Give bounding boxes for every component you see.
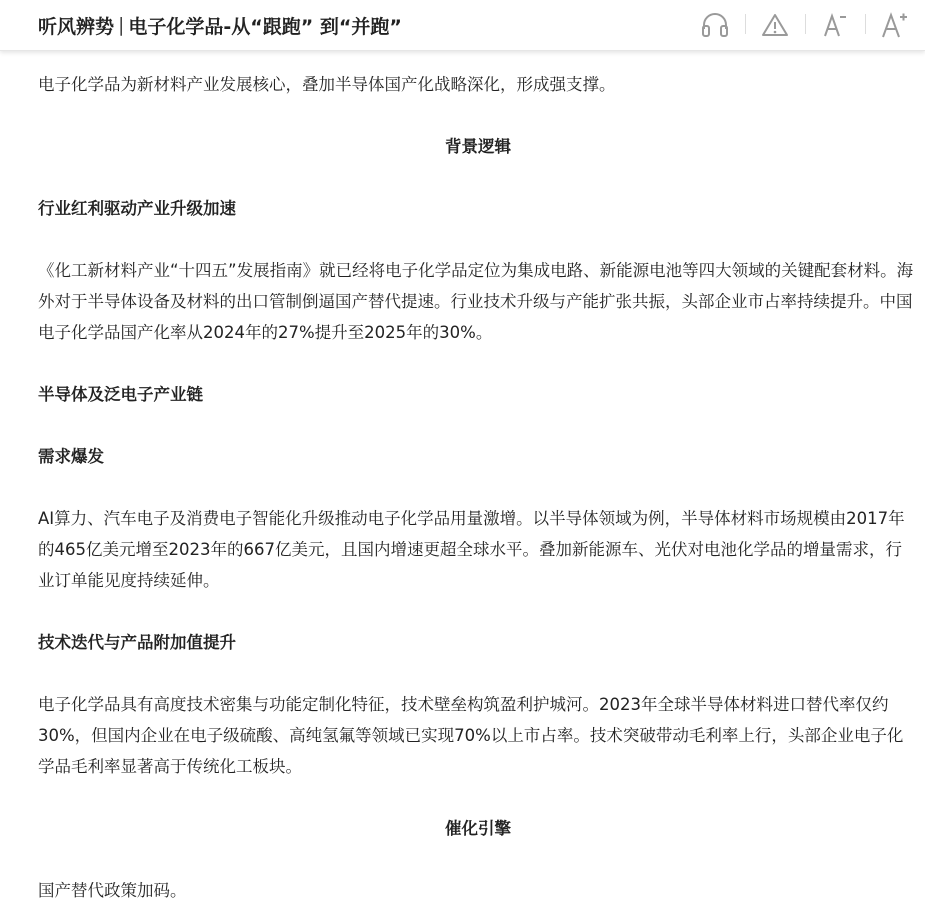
column-name: 听风辨势 <box>38 15 115 38</box>
paragraph-policy: 《化工新材料产业“十四五”发展指南》就已经将电子化学品定位为集成电路、新能源电池等四大领域的关键配套材料。海外对于半导体设备及材料的出口管制倒逼国产替代提速。行业技术升级与产能扩张共振，头部企业市占率持续提升。中国电子化学品国产化率从2024年的27%提升至2025年的30%。 <box>38 261 914 342</box>
article-body <box>0 51 918 906</box>
font-decrease-icon <box>821 11 849 39</box>
subheading-demand: 需求爆发 <box>38 447 104 466</box>
paragraph-demand: AI算力、汽车电子及消费电子智能化升级推动电子化学品用量激增。以半导体领域为例，半导体材料市场规模由2017年的465亿美元增至2023年的667亿美元，且国内增速更超全球水平。叠加新能源车、光伏对电池化学品的增量需求，行业订单能见度持续延伸。 <box>38 509 905 590</box>
paragraph-policy-boost: 国产替代政策加码。 <box>38 881 187 900</box>
report-button[interactable] <box>745 0 805 50</box>
top-bar <box>0 0 925 51</box>
subheading-industry-dividend: 行业红利驱动产业升级加速 <box>38 199 236 218</box>
article-title: 电子化学品-从“跟跑” 到“并跑” <box>128 15 402 38</box>
headphones-icon <box>700 11 730 39</box>
title-separator: | <box>118 14 125 36</box>
font-decrease-button[interactable] <box>805 0 865 50</box>
paragraph-tech: 电子化学品具有高度技术密集与功能定制化特征，技术壁垒构筑盈利护城河。2023年全球半导体材料进口替代率仅约30%，但国内企业在电子级硫酸、高纯氢氟等领域已实现70%以上市占率。技术突破带动毛利率上行，头部企业电子化学品毛利率显著高于传统化工板块。 <box>38 695 904 776</box>
section-title-catalyst: 催化引擎 <box>445 819 511 838</box>
intro-paragraph: 电子化学品为新材料产业发展核心，叠加半导体国产化战略深化，形成强支撑。 <box>38 75 616 94</box>
article-header-title <box>38 12 402 39</box>
section-title-background: 背景逻辑 <box>445 137 511 156</box>
font-increase-button[interactable] <box>865 0 925 50</box>
listen-button[interactable] <box>685 0 745 50</box>
toolbar <box>685 0 925 50</box>
subheading-tech-iteration: 技术迭代与产品附加值提升 <box>38 633 236 652</box>
font-increase-icon <box>880 11 910 39</box>
warning-icon <box>761 12 789 38</box>
subheading-semiconductor-chain: 半导体及泛电子产业链 <box>38 385 203 404</box>
